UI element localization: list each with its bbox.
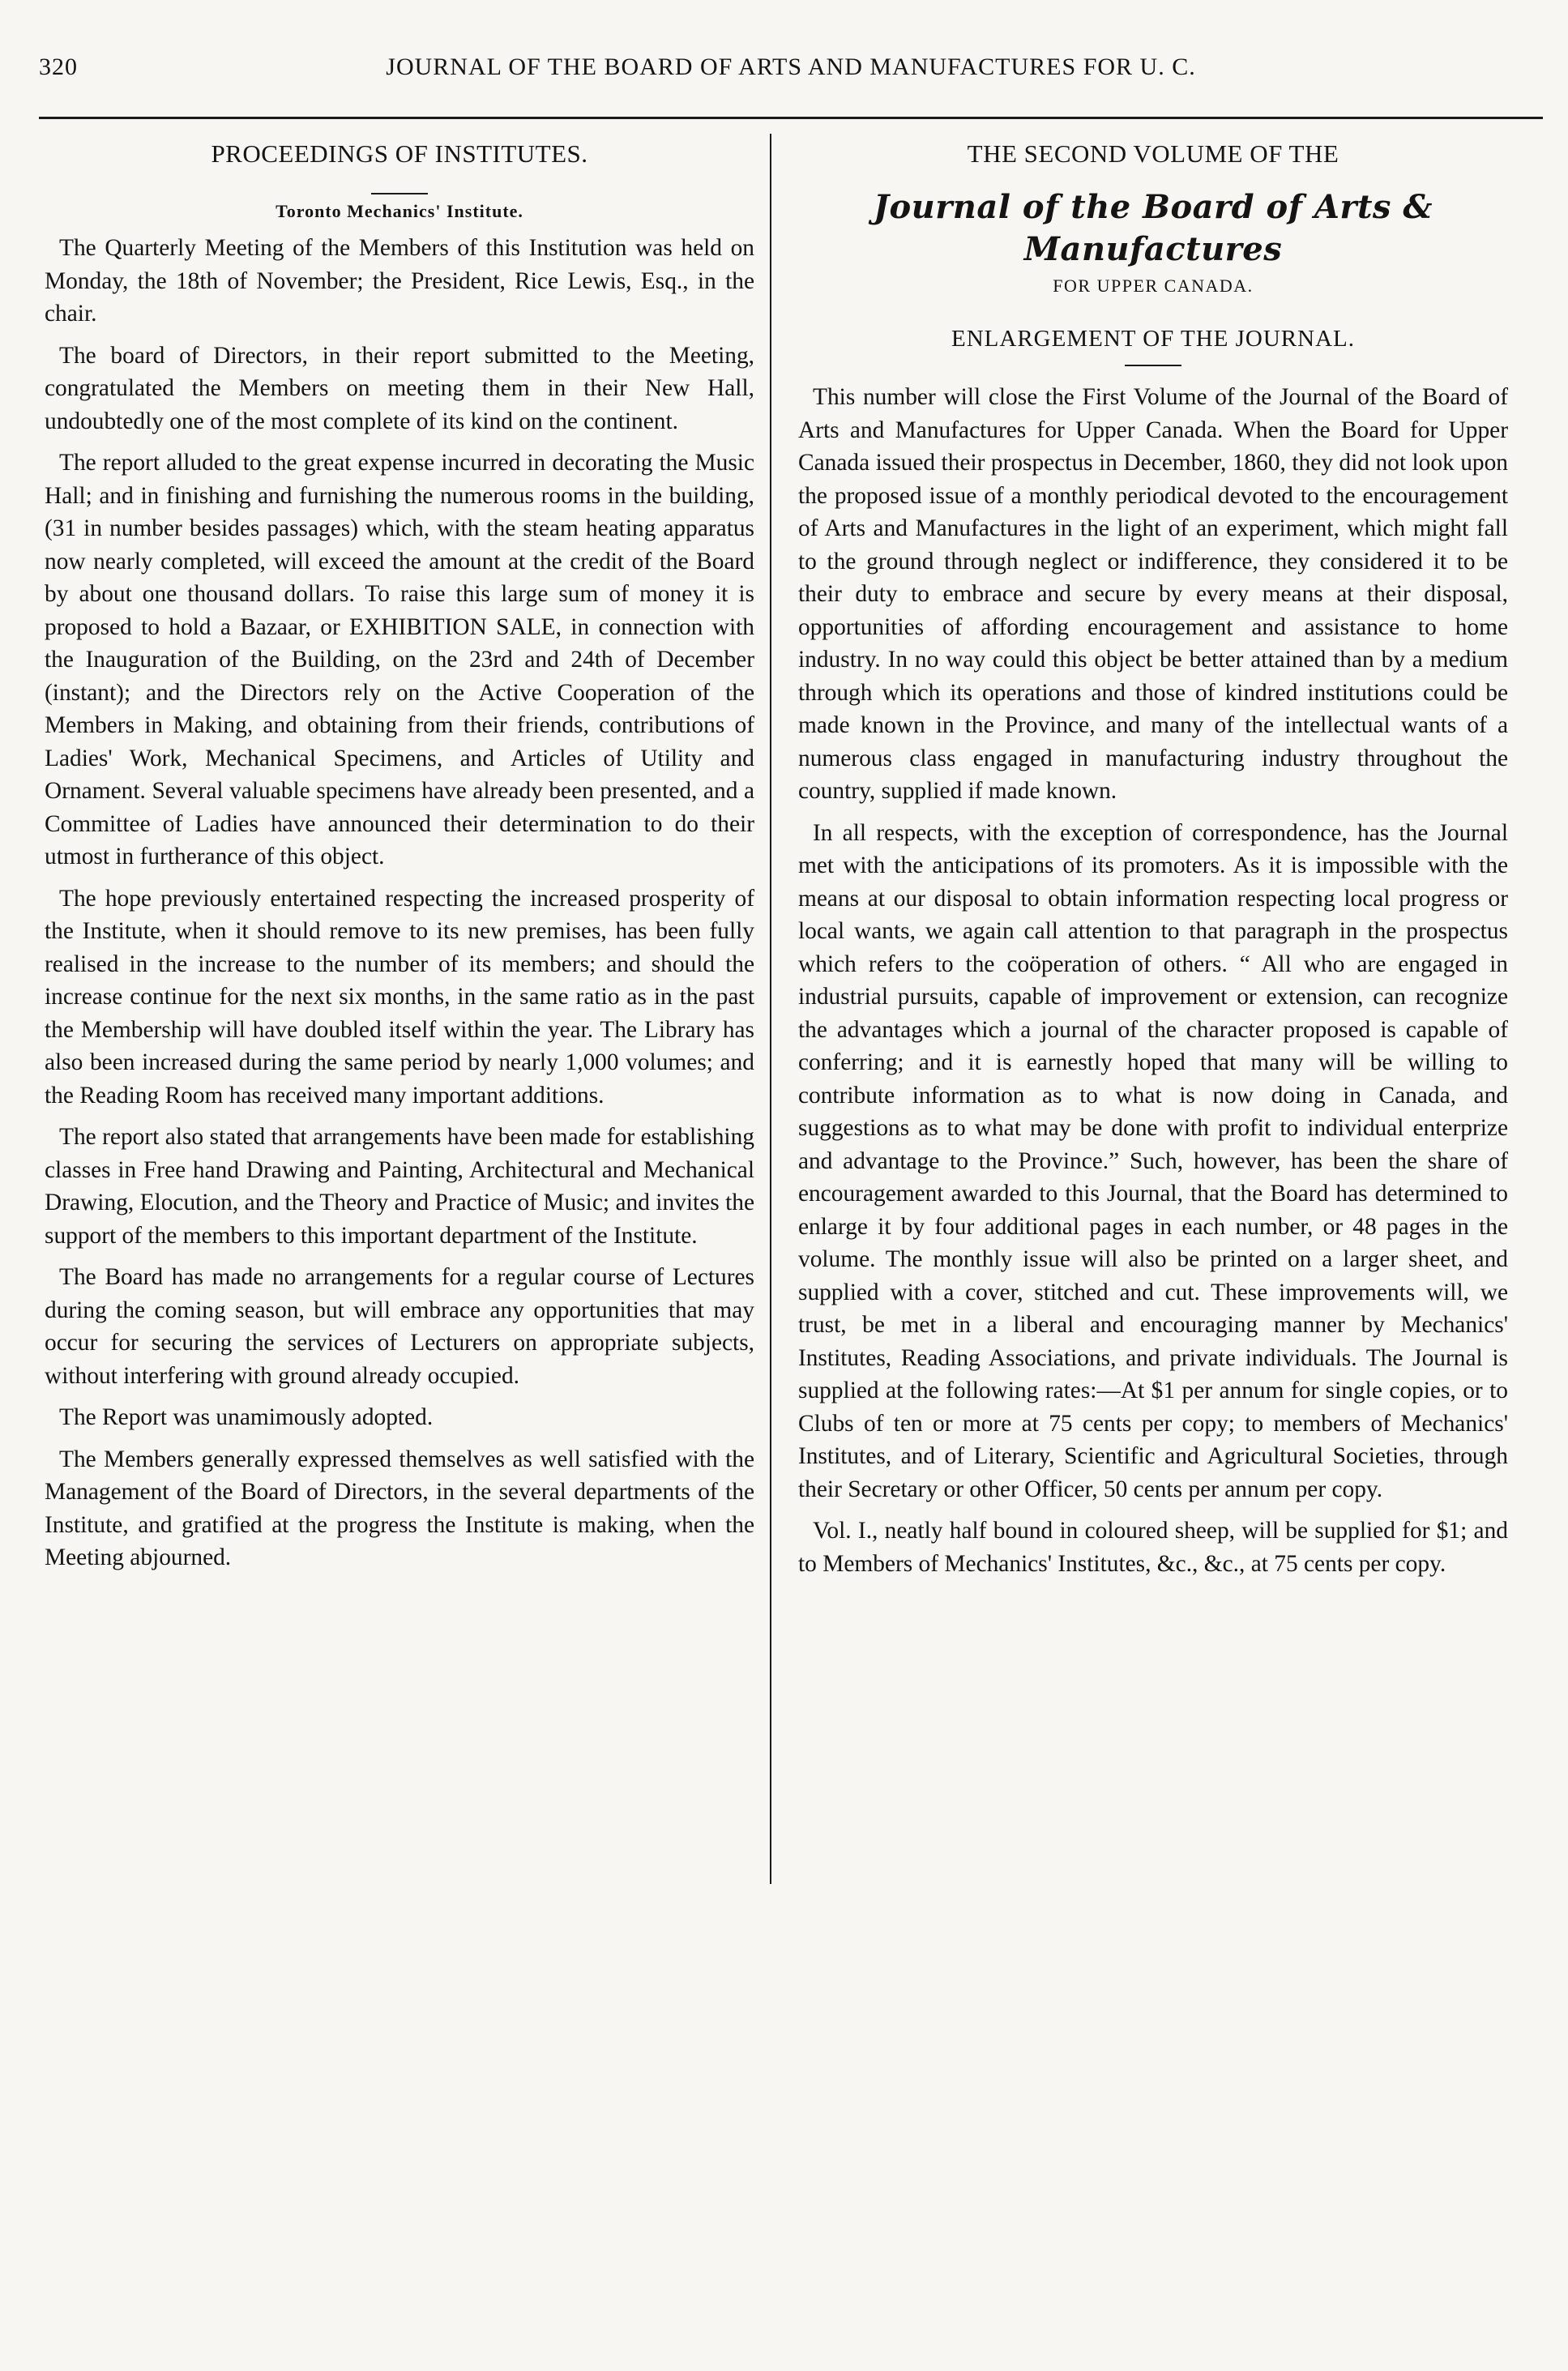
- paragraph: The report also stated that arrangements have been made for establishing classes in Free hand Drawing and Painting, Architectural and Mechanical Drawing, Elocution, and the Theory and Practice of Music; and invites the support of the members to this important department of the Institute.: [45, 1124, 754, 1249]
- paragraph: Vol. I., neatly half bound in coloured sheep, will be supplied for $1; and to Members of Mechanics' Institutes, &c., &c., at 75 cents per copy.: [798, 1518, 1508, 1577]
- short-rule: [1125, 365, 1181, 366]
- header-rule: [39, 117, 1543, 119]
- right-column: [798, 136, 1508, 1589]
- paragraph: In all respects, with the exception of correspondence, has the Journal met with the anticipations of its promoters. As it is impossible with the means at our disposal to obtain information respecting local progress or local wants, we again call attention to that paragraph in the prospectus which refers to the coöperation of others. “ All who are engaged in industrial pursuits, capable of improvement or extension, can recognize the advantages which a journal of the character proposed is capable of conferring; and it is earnestly hoped that many will be willing to contribute information as to what is now doing in Canada, and suggestions as to what may be done with profit to individual enterprize and advantage to the Province.” Such, however, has been the share of encouragement awarded to this Journal, that the Board has determined to enlarge it by four additional pages in each number, or 48 pages in the volume. The monthly issue will also be printed on a larger sheet, and supplied with a cover, stitched and cut. These improvements will, we trust, be met in a liberal and encouraging manner by Mechanics' Institutes, Reading Associations, and private individuals. The Journal is supplied at the following rates:—At $1 per annum for single copies, or to Clubs of ten or more at 75 cents per copy; to members of Mechanics' Institutes, and of Literary, Scientific and Agricultural Societies, through their Secretary or other Officer, 50 cents per annum per copy.: [798, 819, 1508, 1502]
- paragraph: The board of Directors, in their report submitted to the Meeting, congratulated the Members on meeting them in their New Hall, undoubtedly one of the most complete of its kind on the continent.: [45, 342, 754, 434]
- section-heading: PROCEEDINGS OF INSTITUTES.: [211, 139, 588, 168]
- column-divider: [770, 134, 771, 1884]
- section-heading: THE SECOND VOLUME OF THE: [967, 139, 1339, 168]
- journal-subtitle: FOR UPPER CANADA.: [1053, 276, 1254, 296]
- short-rule: [371, 193, 428, 194]
- running-title: JOURNAL OF THE BOARD OF ARTS AND MANUFACTURES FOR U. C.: [386, 53, 1196, 80]
- paragraph: The Board has made no arrangements for a regular course of Lectures during the coming season, but will embrace any opportunities that may occur for securing the services of Lecturers on appropriate subjects, without interfering with ground already occupied.: [45, 1264, 754, 1389]
- paragraph: The report alluded to the great expense incurred in decorating the Music Hall; and in finishing and furnishing the numerous rooms in the building, (31 in number besides passages) which, with the steam heating apparatus now nearly completed, will exceed the amount at the credit of the Board by about one thousand dollars. To raise this large sum of money it is proposed to hold a Bazaar, or EXHIBITION SALE, in connection with the Inauguration of the Building, on the 23rd and 24th of December (instant); and the Directors rely on the Active Cooperation of the Members in Making, and obtaining from their friends, contributions of Ladies' Work, Mechanical Specimens, and Articles of Utility and Ornament. Several valuable specimens have already been presented, and a Committee of Ladies have announced their determination to do their utmost in furtherance of this object.: [45, 450, 754, 869]
- paragraph: The Members generally expressed themselves as well satisfied with the Management of the Board of Directors, in the several departments of the Institute, and gratified at the progress the Institute is making, when the Meeting abjourned.: [45, 1446, 754, 1570]
- paragraph: The Report was unamimously adopted.: [59, 1404, 434, 1430]
- paragraph: The Quarterly Meeting of the Members of this Institution was held on Monday, the 18th of November; the President, Rice Lewis, Esq., in the chair.: [45, 235, 754, 327]
- article-subheading: Toronto Mechanics' Institute.: [276, 201, 523, 221]
- article-subheading: ENLARGEMENT OF THE JOURNAL.: [951, 326, 1355, 352]
- page-number: 320: [39, 53, 78, 80]
- page-header: [39, 53, 1543, 94]
- journal-title: Journal of the Board of Arts & Manufactures: [874, 188, 1433, 268]
- paragraph: The hope previously entertained respecting the increased prosperity of the Institute, when it should remove to its new premises, has been fully realised in the increase to the number of its members; and should the increase continue for the next six months, in the same ratio as in the past the Membership will have doubled itself within the year. The Library has also been increased during the same period by nearly 1,000 volumes; and the Reading Room has received many important additions.: [45, 885, 754, 1109]
- left-column: [45, 136, 754, 1583]
- paragraph: This number will close the First Volume of the Journal of the Board of Arts and Manufactures for Upper Canada. When the Board for Upper Canada issued their prospectus in December, 1860, they did not look upon the proposed issue of a monthly periodical devoted to the encouragement of Arts and Manufactures in the light of an experiment, which might fall to the ground through neglect or indifference, they considered it to be their duty to embrace and secure by every means at their disposal, opportunities of affording encouragement and assistance to home industry. In no way could this object be better attained than by a medium through which its operations and those of kindred institutions could be made known in the Province, and many of the intellectual wants of a numerous class engaged in manufacturing industry throughout the country, supplied if made known.: [798, 384, 1508, 804]
